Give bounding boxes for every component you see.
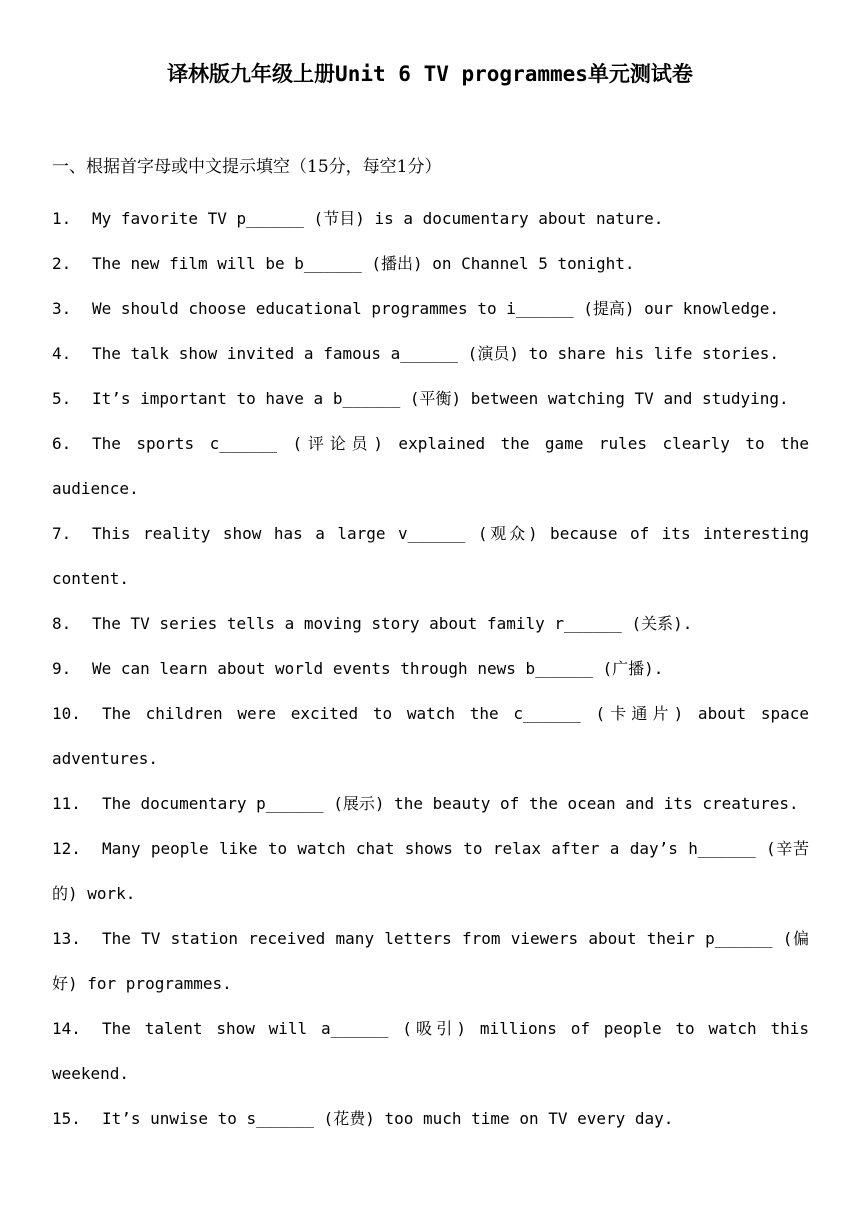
- question-number: 11.: [52, 794, 81, 813]
- question-text: The TV station received many letters from viewers about their p______ (偏好) for programmes.: [52, 929, 809, 993]
- question-item: [52, 511, 809, 601]
- question-number: 12.: [52, 839, 81, 858]
- question-number: 2.: [52, 254, 72, 273]
- question-item: [52, 196, 809, 241]
- question-number: 4.: [52, 344, 72, 363]
- question-number: 14.: [52, 1019, 81, 1038]
- question-item: [52, 241, 809, 286]
- question-number: 5.: [52, 389, 72, 408]
- question-number: 7.: [52, 524, 72, 543]
- question-item: [52, 376, 809, 421]
- question-number: 15.: [52, 1109, 81, 1128]
- question-number: 8.: [52, 614, 72, 633]
- question-number: 9.: [52, 659, 72, 678]
- question-text: The documentary p______ (展示) the beauty of the ocean and its creatures.: [102, 794, 799, 813]
- question-text: The talent show will a______ (吸引) millions of people to watch this weekend.: [52, 1019, 809, 1083]
- question-number: 1.: [52, 209, 72, 228]
- section-heading: 一、根据首字母或中文提示填空（15分，每空1分）: [52, 157, 442, 177]
- question-item: [52, 421, 809, 511]
- question-item: [52, 601, 809, 646]
- question-text: The TV series tells a moving story about family r______ (关系).: [92, 614, 693, 633]
- question-text: This reality show has a large v______ (观众) because of its interesting content.: [52, 524, 809, 588]
- question-text: It’s unwise to s______ (花费) too much time on TV every day.: [102, 1109, 674, 1128]
- question-item: [52, 826, 809, 916]
- question-text: We can learn about world events through news b______ (广播).: [92, 659, 664, 678]
- question-text: My favorite TV p______ (节目) is a documentary about nature.: [92, 209, 664, 228]
- question-item: [52, 781, 809, 826]
- question-number: 10.: [52, 704, 81, 723]
- question-text: The sports c______ (评论员) explained the game rules clearly to the audience.: [52, 434, 809, 498]
- question-item: [52, 1096, 809, 1141]
- question-item: [52, 331, 809, 376]
- question-item: [52, 646, 809, 691]
- question-number: 3.: [52, 299, 72, 318]
- question-number: 6.: [52, 434, 72, 453]
- question-item: [52, 1006, 809, 1096]
- question-text: Many people like to watch chat shows to relax after a day’s h______ (辛苦的) work.: [52, 839, 809, 903]
- question-text: We should choose educational programmes to i______ (提高) our knowledge.: [92, 299, 780, 318]
- question-item: [52, 691, 809, 781]
- question-text: The talk show invited a famous a______ (演员) to share his life stories.: [92, 344, 780, 363]
- page-title: 译林版九年级上册Unit 6 TV programmes单元测试卷: [167, 62, 693, 86]
- question-text: It’s important to have a b______ (平衡) between watching TV and studying.: [92, 389, 789, 408]
- question-number: 13.: [52, 929, 81, 948]
- question-item: [52, 286, 809, 331]
- question-text: The new film will be b______ (播出) on Channel 5 tonight.: [92, 254, 635, 273]
- question-list: [52, 196, 809, 1141]
- question-text: The children were excited to watch the c______ (卡通片) about space adventures.: [52, 704, 809, 768]
- question-item: [52, 916, 809, 1006]
